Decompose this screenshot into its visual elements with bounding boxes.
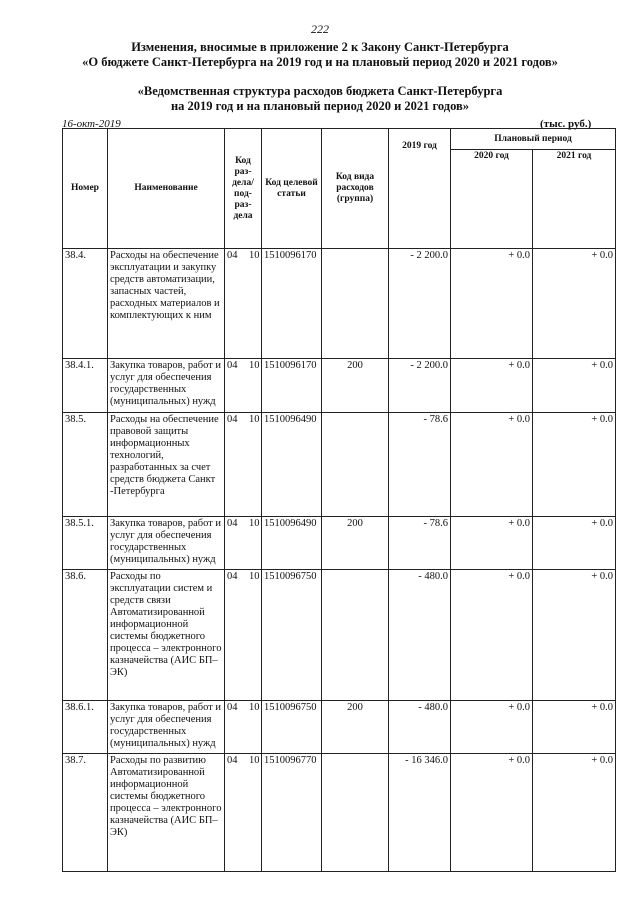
row-value-2019: - 2 200.0 xyxy=(389,359,451,413)
units-label: (тыс. руб.) xyxy=(540,118,592,130)
document-subtitle xyxy=(0,84,640,114)
budget-table xyxy=(62,128,616,872)
row-name: Расходы по эксплуатации систем и средств связи Автоматизированной информационной системы бюджетного процесса – электронного казначейства (АИС БП–ЭК) xyxy=(108,570,225,701)
document-date: 16-окт-2019 xyxy=(62,118,121,130)
row-kind-code: 200 xyxy=(322,359,389,413)
row-value-2019: - 16 346.0 xyxy=(389,754,451,872)
row-value-2021: + 0.0 xyxy=(533,359,616,413)
row-value-2020: + 0.0 xyxy=(451,413,533,517)
table-row xyxy=(63,517,616,570)
subtitle-line-2: на 2019 год и на плановый период 2020 и 2021 годов» xyxy=(170,99,470,113)
row-kind-code xyxy=(322,249,389,359)
subsection-code: 10 xyxy=(249,702,260,713)
table-row xyxy=(63,249,616,359)
row-value-2021: + 0.0 xyxy=(533,249,616,359)
row-value-2020: + 0.0 xyxy=(451,359,533,413)
row-value-2021: + 0.0 xyxy=(533,413,616,517)
subsection-code: 10 xyxy=(249,518,260,529)
row-kind-code: 200 xyxy=(322,517,389,570)
section-code: 04 xyxy=(227,702,238,713)
row-target-code: 1510096490 xyxy=(262,517,322,570)
row-value-2020: + 0.0 xyxy=(451,570,533,701)
table-header-row xyxy=(63,129,616,150)
title-line-1: Изменения, вносимые в приложение 2 к Закону Санкт-Петербурга xyxy=(131,40,509,54)
row-value-2021: + 0.0 xyxy=(533,701,616,754)
subsection-code: 10 xyxy=(249,571,260,582)
section-code: 04 xyxy=(227,755,238,766)
col-number-header: Номер xyxy=(63,129,108,249)
row-kind-code xyxy=(322,570,389,701)
row-section xyxy=(225,359,262,413)
row-value-2019: - 78.6 xyxy=(389,517,451,570)
document-title xyxy=(0,40,640,70)
row-name: Расходы на обеспечение эксплуатации и закупку средств автоматизации, запасных частей, расходных материалов и комплектующих к ним xyxy=(108,249,225,359)
row-kind-code xyxy=(322,754,389,872)
row-name: Закупка товаров, работ и услуг для обеспечения государственных (муниципальных) нужд xyxy=(108,359,225,413)
row-value-2019: - 480.0 xyxy=(389,570,451,701)
row-name: Закупка товаров, работ и услуг для обеспечения государственных (муниципальных) нужд xyxy=(108,517,225,570)
subsection-code: 10 xyxy=(249,360,260,371)
page-number: 222 xyxy=(311,22,329,36)
row-target-code: 1510096770 xyxy=(262,754,322,872)
row-number: 38.4. xyxy=(63,249,108,359)
col-section-header: Код раз- дела/ под- раз- дела xyxy=(225,129,262,249)
row-value-2021: + 0.0 xyxy=(533,517,616,570)
row-value-2019: - 480.0 xyxy=(389,701,451,754)
col-2021-header: 2021 год xyxy=(533,150,616,249)
col-name-header: Наименование xyxy=(108,129,225,249)
row-value-2019: - 78.6 xyxy=(389,413,451,517)
row-section xyxy=(225,413,262,517)
table-row xyxy=(63,413,616,517)
row-value-2020: + 0.0 xyxy=(451,701,533,754)
row-target-code: 1510096750 xyxy=(262,570,322,701)
section-code: 04 xyxy=(227,250,238,261)
col-2020-header: 2020 год xyxy=(451,150,533,249)
row-name: Расходы по развитию Автоматизированной информационной системы бюджетного процесса – электронного казначейства (АИС БП–ЭК) xyxy=(108,754,225,872)
row-value-2019: - 2 200.0 xyxy=(389,249,451,359)
col-kind-header: Код вида расходов (группа) xyxy=(322,129,389,249)
row-target-code: 1510096170 xyxy=(262,359,322,413)
subsection-code: 10 xyxy=(249,250,260,261)
row-section xyxy=(225,249,262,359)
section-code: 04 xyxy=(227,360,238,371)
row-kind-code xyxy=(322,413,389,517)
row-number: 38.7. xyxy=(63,754,108,872)
row-value-2020: + 0.0 xyxy=(451,517,533,570)
subtitle-line-1: «Ведомственная структура расходов бюджета Санкт-Петербурга xyxy=(137,84,503,98)
row-number: 38.5.1. xyxy=(63,517,108,570)
row-name: Закупка товаров, работ и услуг для обеспечения государственных (муниципальных) нужд xyxy=(108,701,225,754)
row-name: Расходы на обеспечение правовой защиты информационных технологий, разработанных за счет средств бюджета Санкт -Петербурга xyxy=(108,413,225,517)
row-section xyxy=(225,517,262,570)
table-row xyxy=(63,570,616,701)
subsection-code: 10 xyxy=(249,414,260,425)
section-code: 04 xyxy=(227,571,238,582)
row-section xyxy=(225,701,262,754)
section-code: 04 xyxy=(227,414,238,425)
row-section xyxy=(225,570,262,701)
row-value-2020: + 0.0 xyxy=(451,754,533,872)
row-target-code: 1510096750 xyxy=(262,701,322,754)
col-2019-header: 2019 год xyxy=(389,129,451,249)
row-value-2020: + 0.0 xyxy=(451,249,533,359)
row-value-2021: + 0.0 xyxy=(533,754,616,872)
row-number: 38.6.1. xyxy=(63,701,108,754)
row-number: 38.6. xyxy=(63,570,108,701)
row-target-code: 1510096490 xyxy=(262,413,322,517)
table-row xyxy=(63,701,616,754)
section-code: 04 xyxy=(227,518,238,529)
row-target-code: 1510096170 xyxy=(262,249,322,359)
subsection-code: 10 xyxy=(249,755,260,766)
row-value-2021: + 0.0 xyxy=(533,570,616,701)
row-section xyxy=(225,754,262,872)
row-kind-code: 200 xyxy=(322,701,389,754)
table-row xyxy=(63,359,616,413)
row-number: 38.5. xyxy=(63,413,108,517)
title-line-2: «О бюджете Санкт-Петербурга на 2019 год и на плановый период 2020 и 2021 годов» xyxy=(82,55,558,69)
col-planned-header: Плановый период xyxy=(451,129,616,150)
col-target-header: Код целевой статьи xyxy=(262,129,322,249)
row-number: 38.4.1. xyxy=(63,359,108,413)
table-row xyxy=(63,754,616,872)
